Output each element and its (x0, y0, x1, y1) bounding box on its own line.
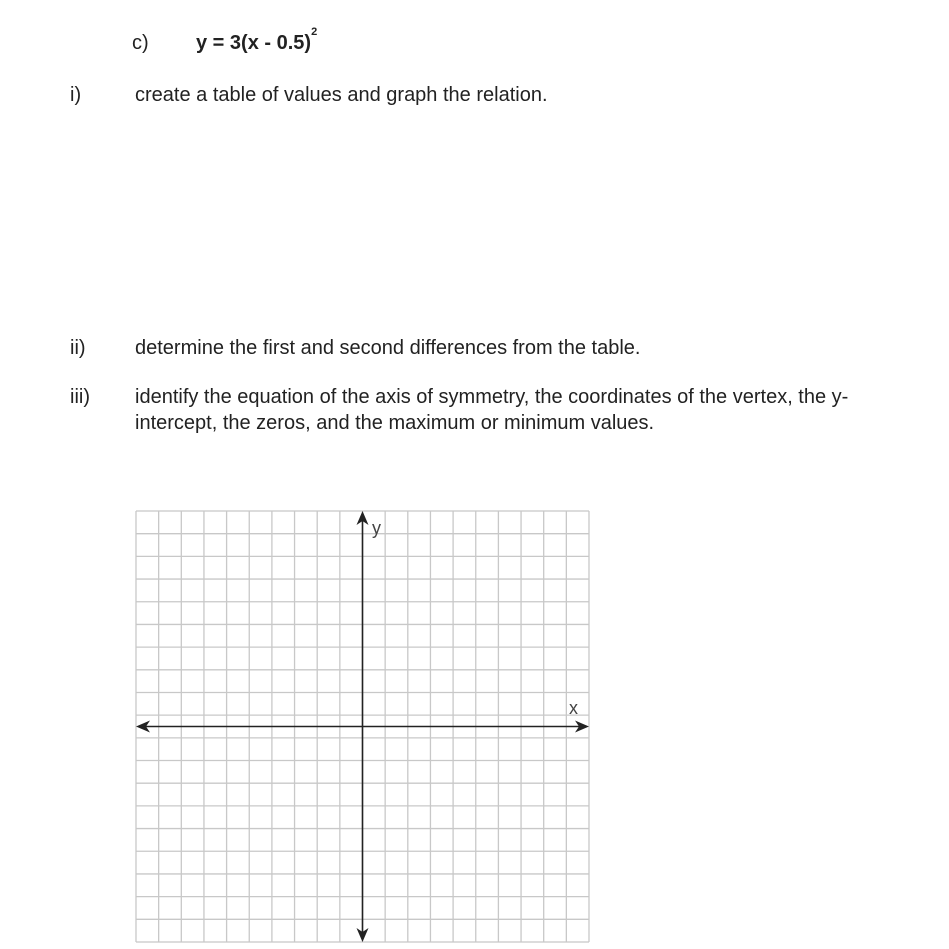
task-number-2: ii) (70, 337, 86, 359)
task-text-2: determine the first and second differences from the table. (135, 337, 641, 359)
equation-base: y = 3(x - 0.5) (196, 32, 312, 54)
equation-exponent: 2 (311, 26, 318, 38)
question-part-label: c) (132, 32, 149, 54)
task-text-3: identify the equation of the axis of symmetry, the coordinates of the vertex, the y-intercept, the zeros, and the maximum or minimum values. (135, 386, 849, 434)
task-number-1: i) (70, 84, 82, 106)
task-number-3: iii) (70, 386, 90, 408)
task-text-1: create a table of values and graph the relation. (135, 84, 548, 106)
x-axis-label: x (569, 698, 578, 718)
y-axis-label: y (372, 518, 381, 538)
